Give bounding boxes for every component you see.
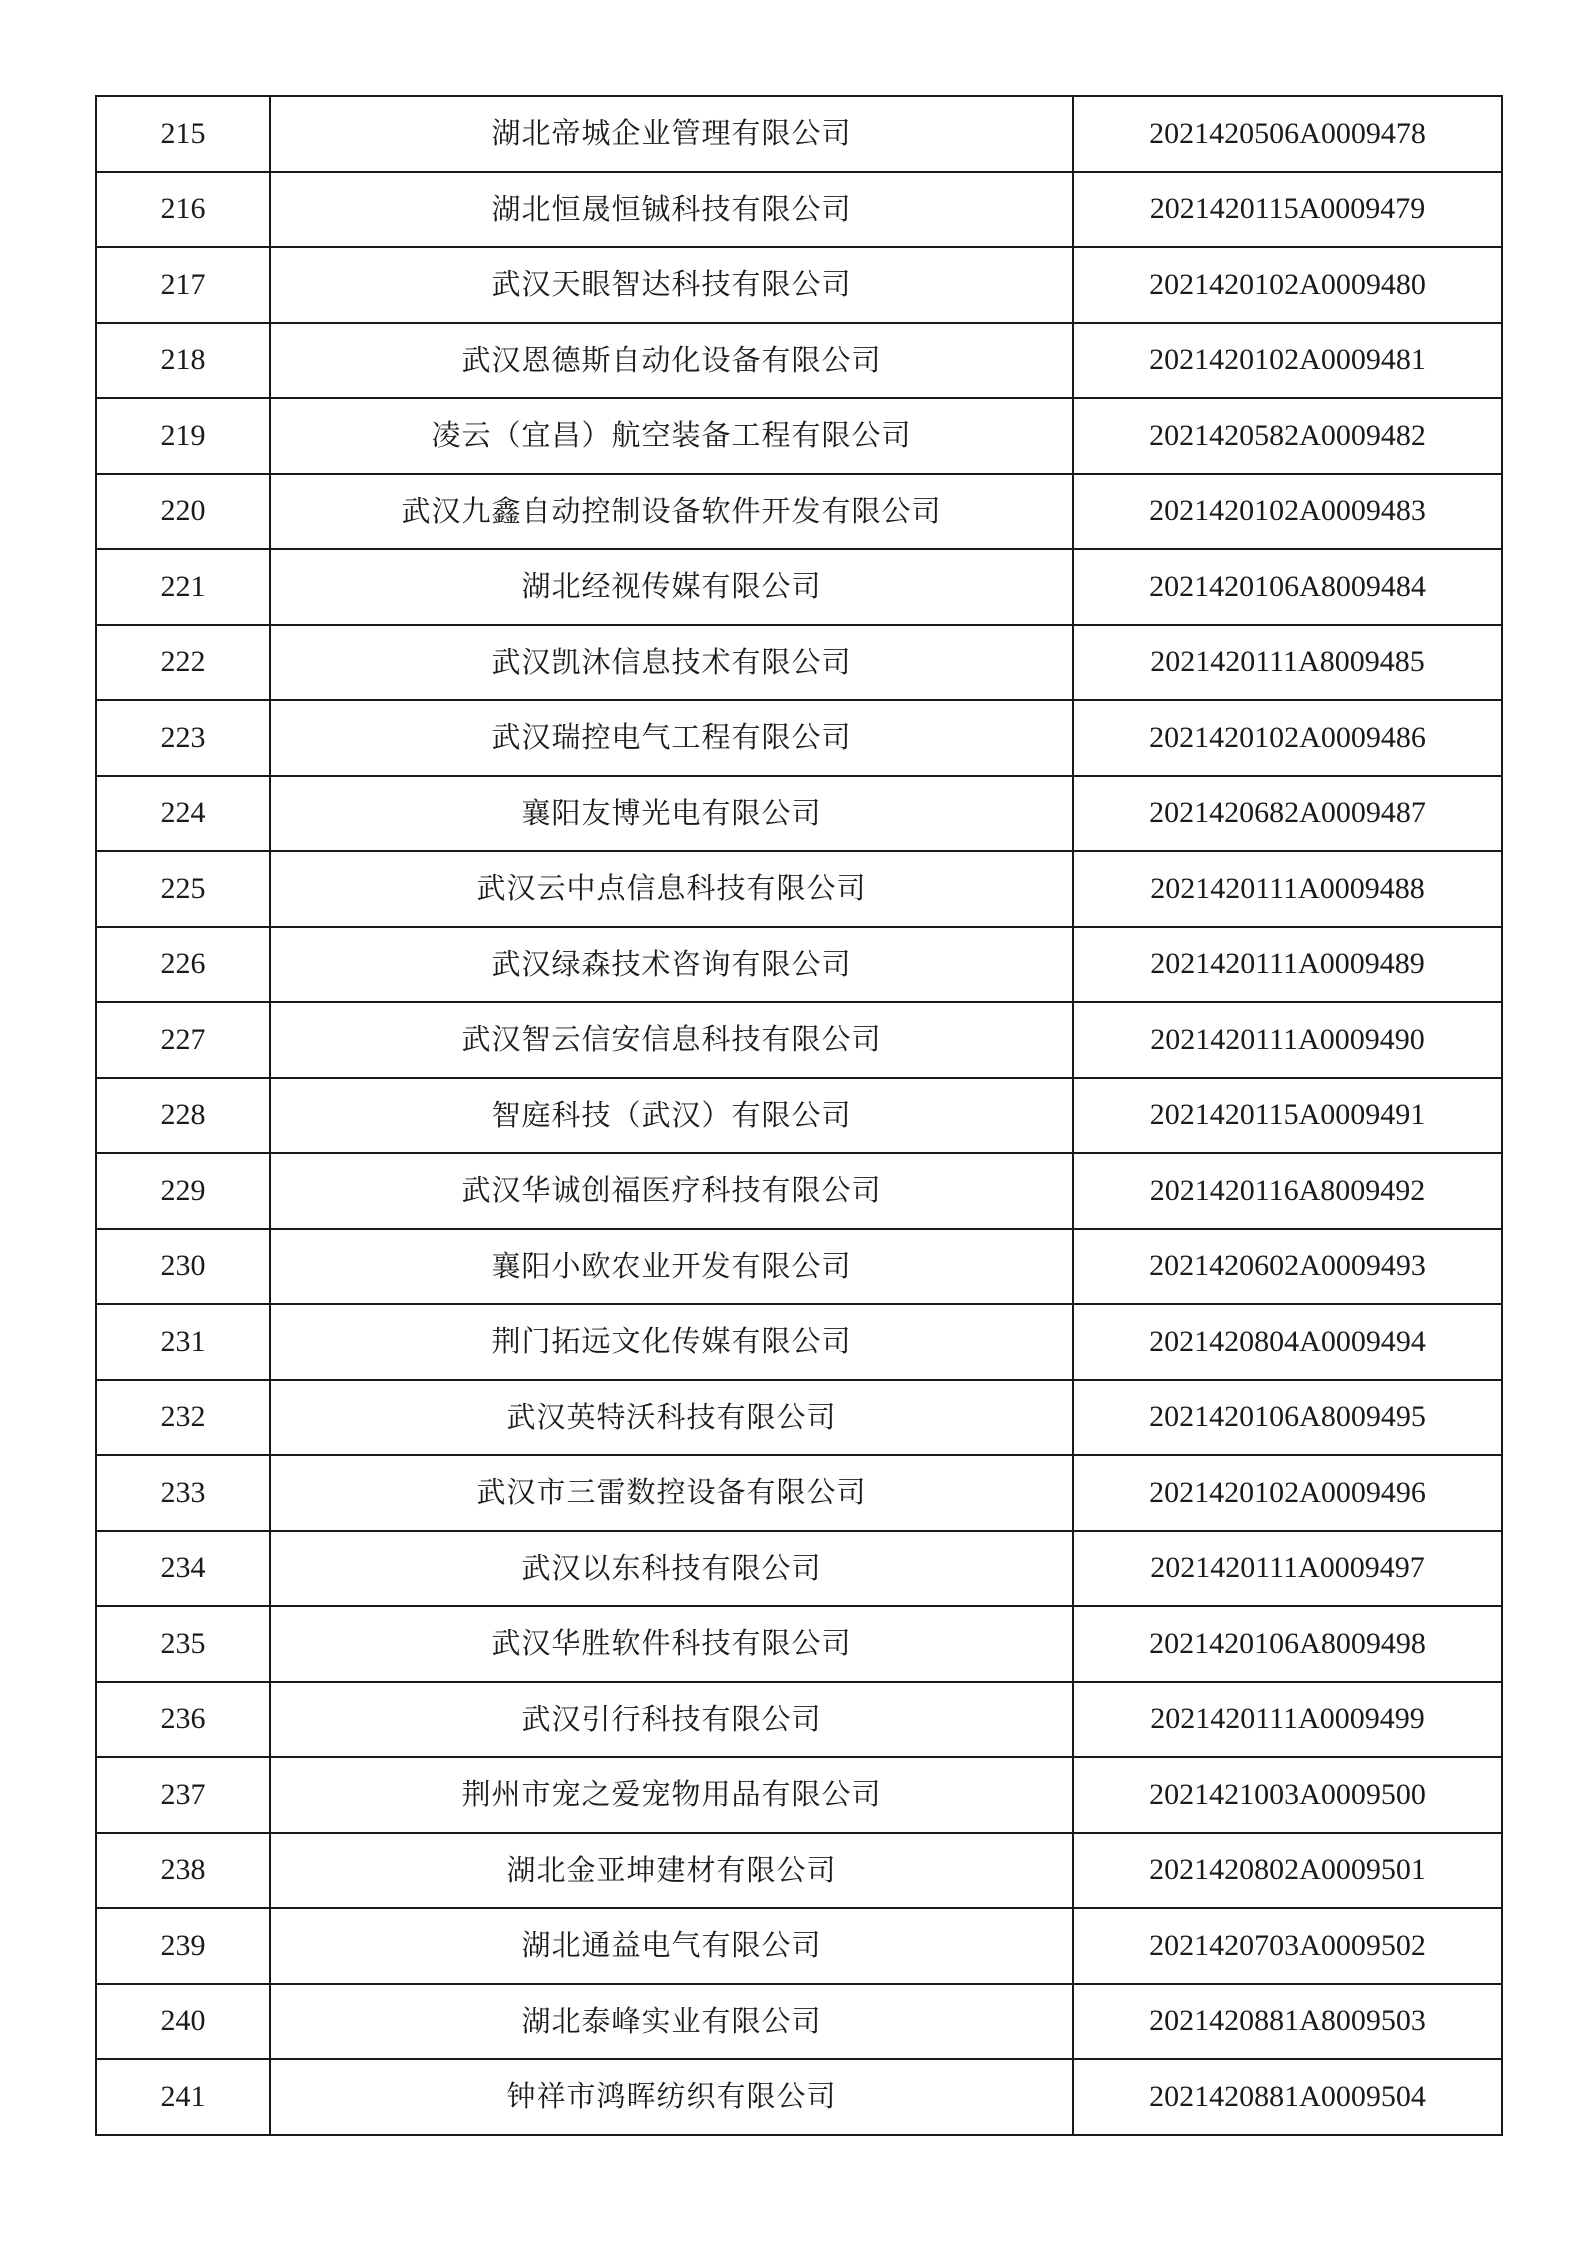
company-name-cell: 湖北通益电气有限公司	[270, 1908, 1073, 1984]
company-name-cell: 智庭科技（武汉）有限公司	[270, 1078, 1073, 1154]
registration-code-cell: 2021420506A0009478	[1073, 96, 1502, 172]
row-number-cell: 231	[96, 1304, 270, 1380]
registration-code-cell: 2021420102A0009483	[1073, 474, 1502, 550]
row-number-cell: 221	[96, 549, 270, 625]
company-name-cell: 武汉绿森技术咨询有限公司	[270, 927, 1073, 1003]
table-row	[96, 700, 1502, 776]
table-row	[96, 1153, 1502, 1229]
table-row	[96, 625, 1502, 701]
table-row	[96, 1304, 1502, 1380]
table-row	[96, 323, 1502, 399]
registration-code-cell: 2021420602A0009493	[1073, 1229, 1502, 1305]
registration-code-cell: 2021420703A0009502	[1073, 1908, 1502, 1984]
registration-code-cell: 2021420111A0009497	[1073, 1531, 1502, 1607]
company-name-cell: 武汉九鑫自动控制设备软件开发有限公司	[270, 474, 1073, 550]
registration-code-cell: 2021420102A0009496	[1073, 1455, 1502, 1531]
registration-code-cell: 2021420115A0009479	[1073, 172, 1502, 248]
company-name-cell: 武汉引行科技有限公司	[270, 1682, 1073, 1758]
registration-code-cell: 2021420106A8009498	[1073, 1606, 1502, 1682]
registration-code-cell: 2021420111A0009499	[1073, 1682, 1502, 1758]
registration-code-cell: 2021420102A0009486	[1073, 700, 1502, 776]
table-row	[96, 1229, 1502, 1305]
table-row	[96, 398, 1502, 474]
row-number-cell: 235	[96, 1606, 270, 1682]
registration-code-cell: 2021420881A0009504	[1073, 2059, 1502, 2135]
company-name-cell: 武汉恩德斯自动化设备有限公司	[270, 323, 1073, 399]
row-number-cell: 222	[96, 625, 270, 701]
company-name-cell: 武汉英特沃科技有限公司	[270, 1380, 1073, 1456]
company-name-cell: 襄阳友博光电有限公司	[270, 776, 1073, 852]
table-row	[96, 851, 1502, 927]
table-row	[96, 1757, 1502, 1833]
table-row	[96, 96, 1502, 172]
registration-code-cell: 2021420802A0009501	[1073, 1833, 1502, 1909]
registration-code-cell: 2021420115A0009491	[1073, 1078, 1502, 1154]
company-name-cell: 武汉天眼智达科技有限公司	[270, 247, 1073, 323]
company-name-cell: 湖北帝城企业管理有限公司	[270, 96, 1073, 172]
company-name-cell: 武汉华诚创福医疗科技有限公司	[270, 1153, 1073, 1229]
row-number-cell: 220	[96, 474, 270, 550]
row-number-cell: 229	[96, 1153, 270, 1229]
row-number-cell: 227	[96, 1002, 270, 1078]
row-number-cell: 232	[96, 1380, 270, 1456]
registration-code-cell: 2021420102A0009480	[1073, 247, 1502, 323]
company-name-cell: 武汉市三雷数控设备有限公司	[270, 1455, 1073, 1531]
table-row	[96, 1682, 1502, 1758]
row-number-cell: 219	[96, 398, 270, 474]
company-name-cell: 湖北恒晟恒铖科技有限公司	[270, 172, 1073, 248]
registration-code-cell: 2021420116A8009492	[1073, 1153, 1502, 1229]
row-number-cell: 238	[96, 1833, 270, 1909]
row-number-cell: 239	[96, 1908, 270, 1984]
registration-code-cell: 2021420106A8009484	[1073, 549, 1502, 625]
row-number-cell: 226	[96, 927, 270, 1003]
table-row	[96, 1908, 1502, 1984]
company-name-cell: 湖北金亚坤建材有限公司	[270, 1833, 1073, 1909]
table-row	[96, 1078, 1502, 1154]
table-row	[96, 927, 1502, 1003]
registration-code-cell: 2021420881A8009503	[1073, 1984, 1502, 2060]
table-body	[96, 96, 1502, 2135]
row-number-cell: 234	[96, 1531, 270, 1607]
row-number-cell: 216	[96, 172, 270, 248]
company-name-cell: 凌云（宜昌）航空装备工程有限公司	[270, 398, 1073, 474]
row-number-cell: 223	[96, 700, 270, 776]
table-row	[96, 1531, 1502, 1607]
row-number-cell: 237	[96, 1757, 270, 1833]
company-name-cell: 湖北经视传媒有限公司	[270, 549, 1073, 625]
registration-code-cell: 2021420804A0009494	[1073, 1304, 1502, 1380]
registration-code-cell: 2021420102A0009481	[1073, 323, 1502, 399]
row-number-cell: 217	[96, 247, 270, 323]
company-name-cell: 武汉云中点信息科技有限公司	[270, 851, 1073, 927]
table-row	[96, 247, 1502, 323]
table-row	[96, 1984, 1502, 2060]
row-number-cell: 236	[96, 1682, 270, 1758]
table-row	[96, 1380, 1502, 1456]
row-number-cell: 218	[96, 323, 270, 399]
registration-code-cell: 2021421003A0009500	[1073, 1757, 1502, 1833]
table-row	[96, 1606, 1502, 1682]
row-number-cell: 215	[96, 96, 270, 172]
company-name-cell: 武汉瑞控电气工程有限公司	[270, 700, 1073, 776]
company-name-cell: 襄阳小欧农业开发有限公司	[270, 1229, 1073, 1305]
row-number-cell: 233	[96, 1455, 270, 1531]
registration-code-cell: 2021420106A8009495	[1073, 1380, 1502, 1456]
table-row	[96, 2059, 1502, 2135]
registration-code-cell: 2021420111A0009488	[1073, 851, 1502, 927]
company-registry-table	[95, 95, 1503, 2136]
company-name-cell: 湖北泰峰实业有限公司	[270, 1984, 1073, 2060]
row-number-cell: 240	[96, 1984, 270, 2060]
company-name-cell: 荆门拓远文化传媒有限公司	[270, 1304, 1073, 1380]
registration-code-cell: 2021420111A0009490	[1073, 1002, 1502, 1078]
table-row	[96, 1833, 1502, 1909]
table-row	[96, 474, 1502, 550]
company-name-cell: 荆州市宠之爱宠物用品有限公司	[270, 1757, 1073, 1833]
row-number-cell: 228	[96, 1078, 270, 1154]
company-name-cell: 武汉以东科技有限公司	[270, 1531, 1073, 1607]
company-name-cell: 钟祥市鸿晖纺织有限公司	[270, 2059, 1073, 2135]
table-row	[96, 1455, 1502, 1531]
registration-code-cell: 2021420582A0009482	[1073, 398, 1502, 474]
row-number-cell: 224	[96, 776, 270, 852]
company-name-cell: 武汉华胜软件科技有限公司	[270, 1606, 1073, 1682]
table-row	[96, 549, 1502, 625]
company-name-cell: 武汉智云信安信息科技有限公司	[270, 1002, 1073, 1078]
row-number-cell: 230	[96, 1229, 270, 1305]
table-row	[96, 776, 1502, 852]
registration-code-cell: 2021420111A0009489	[1073, 927, 1502, 1003]
registration-code-cell: 2021420682A0009487	[1073, 776, 1502, 852]
registration-code-cell: 2021420111A8009485	[1073, 625, 1502, 701]
company-name-cell: 武汉凯沐信息技术有限公司	[270, 625, 1073, 701]
row-number-cell: 241	[96, 2059, 270, 2135]
row-number-cell: 225	[96, 851, 270, 927]
table-row	[96, 172, 1502, 248]
table-row	[96, 1002, 1502, 1078]
